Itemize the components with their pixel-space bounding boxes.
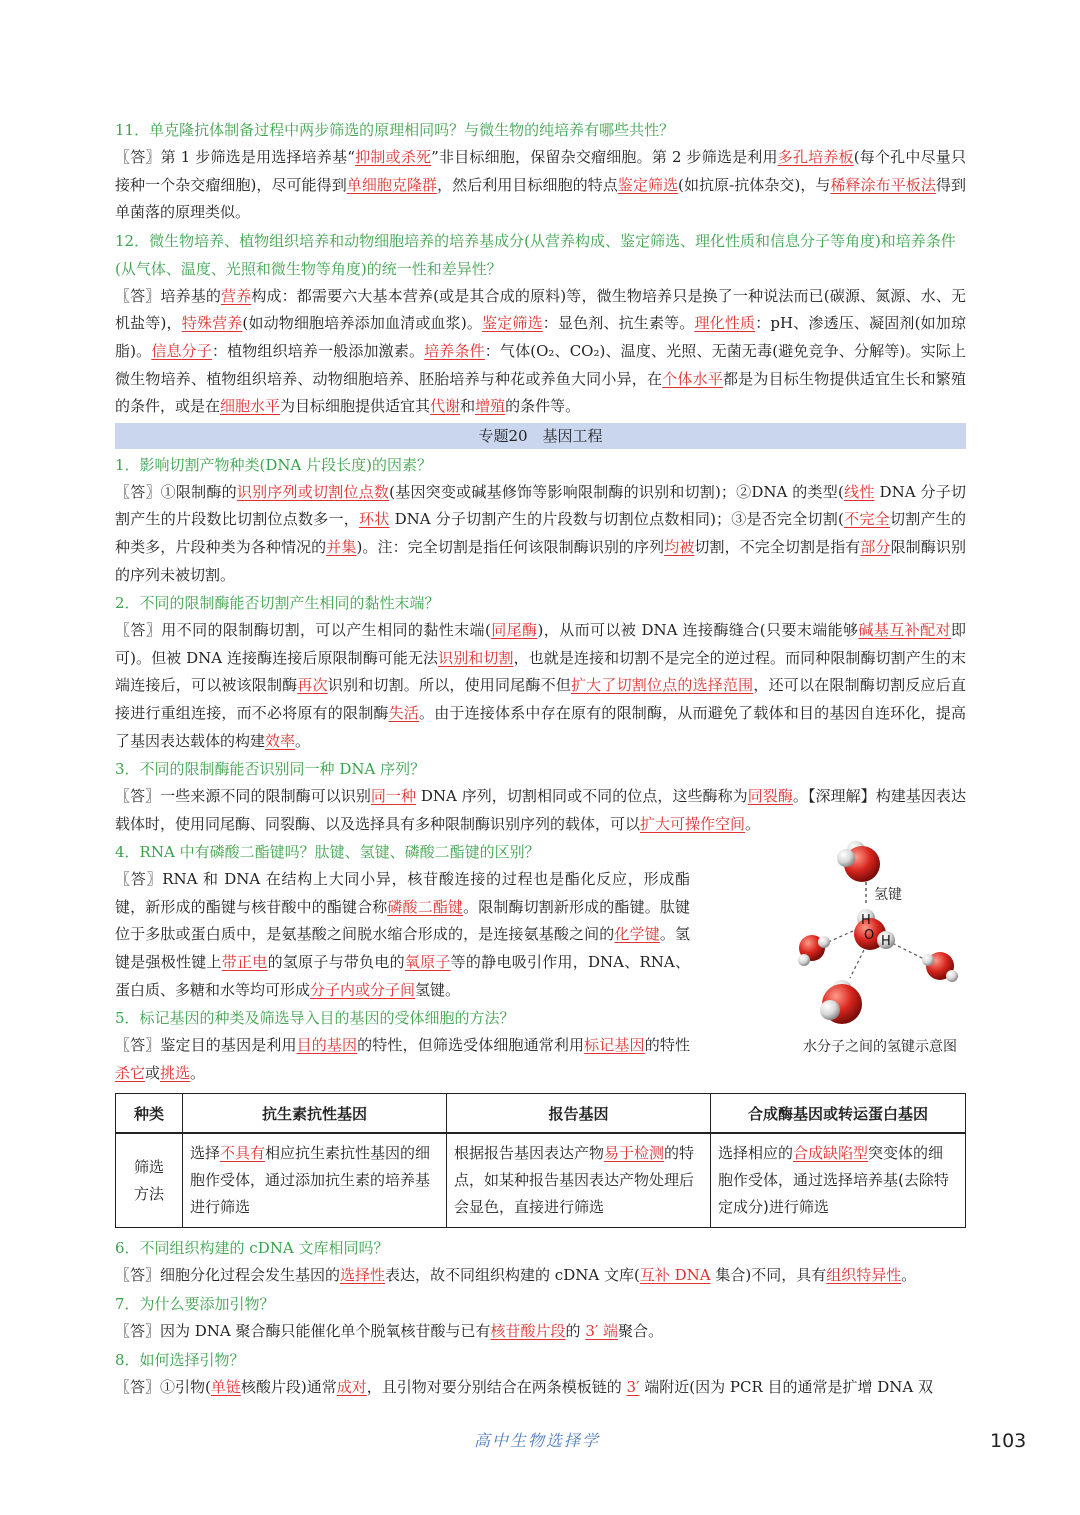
answer-text: 和 <box>460 397 476 416</box>
answer-text: 选择相应的 <box>718 1144 794 1163</box>
answer-text: 切割产生的种类多，片段种类为各种情况的 <box>115 510 966 556</box>
keyword-answer: 碱基互补配对 <box>858 621 951 640</box>
keyword-answer: 单链 <box>210 1377 241 1396</box>
keyword-answer: 化学键 <box>614 925 660 944</box>
keyword-answer: 扩大可操作空间 <box>640 814 746 833</box>
answer-text: ，且引物对要分别结合在两条模板链的 <box>366 1377 627 1396</box>
answer-text: 。氢键是强极性键上 <box>115 925 690 972</box>
answer-text: 。 <box>901 1266 917 1285</box>
answer-text: 的条件等。 <box>505 397 581 416</box>
keyword-answer: 细胞水平 <box>220 397 281 416</box>
keyword-answer: 标记基因 <box>584 1036 645 1055</box>
answer-text: 的 <box>565 1322 586 1341</box>
question-7: 7．为什么要添加引物？ <box>115 1295 275 1314</box>
question-4: 4．RNA 中有磷酸二酯键吗？肽键、氢键、磷酸二酯键的区别？ <box>115 843 540 862</box>
table-row <box>116 1133 966 1228</box>
answer-text: 〖答〗因为 DNA 聚合酶只能催化单个脱氧核苷酸与已有 <box>115 1322 491 1341</box>
answer-text: 都是为目标生物提供适宜生长和繁殖的条件，或是在 <box>115 369 966 416</box>
answer-text: 根据报告基因表达产物 <box>454 1144 605 1163</box>
question-11: 11．单克隆抗体制备过程中两步筛选的原理相同吗？与微生物的纯培养有哪些共性？ <box>115 121 675 139</box>
answer-text: 或 <box>145 1063 161 1082</box>
keyword-answer: 个体水平 <box>662 369 723 388</box>
answer-text: 选择 <box>190 1144 221 1163</box>
question-8: 8．如何选择引物？ <box>115 1350 245 1369</box>
keyword-answer: 同尾酶 <box>490 621 538 640</box>
keyword-answer: 氧原子 <box>404 953 451 972</box>
answer-text: ，然后利用目标细胞的特点 <box>437 175 618 194</box>
keyword-answer: 磷酸二酯键 <box>387 897 464 916</box>
answer-text: ：气体(O₂、CO₂)、温度、光照、无菌无毒(避免竞争、分解等)。实际上微生物培养、植物组织培养、动物细胞培养、胚胎培养与种花或养鱼大同小异，在 <box>115 341 966 388</box>
answer-4 <box>115 866 690 1004</box>
keyword-answer: 目的基因 <box>296 1036 358 1055</box>
keyword-answer: 多孔培养板 <box>777 148 854 166</box>
answer-text: ”非目标细胞，保留杂交瘤细胞。第 2 步筛选是利用 <box>431 148 778 166</box>
keyword-answer: 培养条件 <box>424 341 485 360</box>
question-1: 1．影响切割产物种类(DNA 片段长度)的因素？ <box>115 455 433 474</box>
keyword-answer: 信息分子 <box>151 341 212 360</box>
answer-text: 识别和切割。所以，使用同尾酶不但 <box>327 676 571 695</box>
table-header: 合成酶基因或转运蛋白基因 <box>711 1094 966 1134</box>
keyword-answer: 代谢 <box>430 397 461 416</box>
answer-text: 等的静电吸引作用，DNA、RNA、蛋白质、多糖和水等均可形成 <box>115 953 690 999</box>
answer-text: DNA 序列，切割相同或不同的位点，这些酶称为 <box>416 787 748 806</box>
answer-text: ，还可以在限制酶切割反应后直接进行重组连接，而不必将原有的限制酶 <box>115 676 966 722</box>
answer-8 <box>115 1374 966 1402</box>
table-cell <box>711 1133 966 1228</box>
label-h-top: H <box>861 913 871 929</box>
answer-text: 表达，故不同组织构建的 cDNA 文库( <box>385 1266 640 1285</box>
keyword-answer: 抑制或杀死 <box>354 148 432 166</box>
answer-text: (如抗原-抗体杂交)，与 <box>678 175 831 194</box>
keyword-answer: 再次 <box>297 676 328 695</box>
keyword-answer: 扩大了切割位点的选择范围 <box>570 676 754 695</box>
answer-text: ：植物组织培养一般添加激素。 <box>211 341 425 360</box>
keyword-answer: 不完全 <box>843 510 890 529</box>
keyword-answer: 均被 <box>664 537 695 556</box>
answer-text: DNA 分子切割产生的片段数比切割位点数多一， <box>115 482 966 529</box>
keyword-answer: 核苷酸片段 <box>490 1322 566 1341</box>
keyword-answer: 3′ <box>626 1377 640 1396</box>
answer-7 <box>115 1318 966 1346</box>
answer-text: 的特性，但筛选受体细胞通常利用 <box>357 1036 585 1055</box>
answer-text: 集合)不同，具有 <box>710 1266 827 1285</box>
question-6: 6．不同组织构建的 cDNA 文库相同吗？ <box>115 1239 389 1258</box>
answer-11 <box>115 144 966 227</box>
answer-2 <box>115 617 966 755</box>
keyword-answer: 同一种 <box>370 787 417 806</box>
keyword-answer: 稀释涂布平板法 <box>830 175 936 194</box>
table-header: 报告基因 <box>447 1094 711 1134</box>
answer-3 <box>115 783 966 838</box>
keyword-answer: 环状 <box>359 510 390 529</box>
table-cell <box>447 1133 711 1228</box>
answer-text: 。由于连接体系中存在原有的限制酶，从而避免了载体和目的基因自连环化，提高了基因表达载体的构建 <box>115 703 966 750</box>
answer-text: )。注：完全切割是指任何该限制酶识别的序列 <box>356 537 665 556</box>
keyword-answer: 部分 <box>860 537 891 556</box>
keyword-answer: 单细胞克隆群 <box>346 175 438 194</box>
keyword-answer: 合成缺陷型 <box>793 1144 869 1163</box>
water-molecules-diagram <box>790 838 970 1034</box>
keyword-answer: 营养 <box>221 286 252 305</box>
answer-text: )，从而可以被 DNA 连接酶缝合(只要末端能够 <box>537 621 859 640</box>
answer-text: 的特性 <box>644 1036 690 1055</box>
answer-text: 〖答〗鉴定目的基因是利用 <box>115 1036 297 1055</box>
figure-caption: 水分子之间的氢键示意图 <box>803 1039 957 1056</box>
table-row-key <box>116 1133 183 1228</box>
keyword-answer: 增殖 <box>475 397 506 416</box>
keyword-answer: 识别序列或切割位点数 <box>236 482 390 501</box>
question-2: 2．不同的限制酶能否切割产生相同的黏性末端？ <box>115 594 440 613</box>
keyword-answer: 3′ 端 <box>585 1322 619 1341</box>
answer-text: 聚合。 <box>618 1322 664 1341</box>
keyword-answer: 特殊营养 <box>181 314 243 333</box>
answer-text: 突变体的细胞作受体，通过选择培养基(去除特定成分)进行筛选 <box>718 1144 949 1217</box>
answer-text: 〖答〗用不同的限制酶切割，可以产生相同的黏性末端( <box>115 621 491 640</box>
answer-text: 限制酶识别的序列未被切割。 <box>115 537 966 584</box>
keyword-answer: 互补 DNA <box>639 1266 711 1285</box>
keyword-answer: 选择性 <box>340 1266 386 1285</box>
answer-text: 。限制酶切割新形成的酯键。肽键位于多肽或蛋白质中，是氨基酸之间脱水缩合形成的，是连接氨基酸之间的 <box>115 897 690 944</box>
keyword-answer: 线性 <box>843 482 875 501</box>
answer-text: 核酸片段)通常 <box>240 1377 337 1396</box>
keyword-answer: 不具有 <box>220 1144 266 1163</box>
answer-text: 〖答〗①限制酶的 <box>115 482 237 501</box>
table-header: 抗生素抗性基因 <box>183 1094 447 1134</box>
answer-text: 的特点，如某种报告基因表达产物处理后会显色，直接进行筛选 <box>454 1144 695 1217</box>
label-o: O <box>864 928 875 944</box>
label-h-right: H <box>881 934 891 950</box>
keyword-answer: 理化性质 <box>694 314 756 333</box>
answer-text: 〖答〗第 1 步筛选是用选择培养基“ <box>115 148 355 166</box>
keyword-answer: 组织特异性 <box>826 1266 902 1285</box>
answer-text: ：pH、渗透压、凝固剂(如加琼脂)。 <box>115 314 966 360</box>
page-number: 103 <box>990 1430 1027 1452</box>
answer-text: (如动物细胞培养添加血清或血浆)。 <box>242 314 483 333</box>
answer-text: 。 <box>295 731 311 750</box>
keyword-answer: 失活 <box>388 703 419 722</box>
answer-text: 。【深理解】构建基因表达载体时，使用同尾酶、同裂酶、以及选择具有多种限制酶识别序列的载体，可以 <box>115 787 966 833</box>
answer-text: (每个孔中尽量只接种一个杂交瘤细胞)，尽可能得到 <box>115 148 966 194</box>
keyword-answer: 并集 <box>326 537 357 556</box>
answer-text: 。 <box>745 814 761 833</box>
section-4-with-figure <box>115 838 966 1087</box>
answer-5 <box>115 1032 690 1087</box>
section-header: 专题20 基因工程 <box>115 423 966 449</box>
hydrogen-bond-figure <box>790 838 970 1056</box>
keyword-answer: 易于检测 <box>604 1144 665 1163</box>
answer-text: 〖答〗培养基的 <box>115 286 222 305</box>
keyword-answer: 效率 <box>265 731 296 750</box>
row-key-text: 筛选方法 <box>133 1157 164 1203</box>
answer-text: 〖答〗①引物( <box>115 1377 211 1396</box>
keyword-answer: 挑选 <box>160 1063 191 1082</box>
keyword-answer: 成对 <box>336 1377 367 1396</box>
answer-12 <box>115 283 966 421</box>
answer-text: 构成：都需要六大基本营养(或是其合成的原料)等，微生物培养只是换了一种说法而已(碳源、氮源、水、无机盐等)， <box>115 286 966 333</box>
answer-1 <box>115 479 966 589</box>
hydrogen-bond-label: 氢键 <box>874 887 902 904</box>
answer-text: 相应抗生素抗性基因的细胞作受体，通过添加抗生素的培养基进行筛选 <box>190 1144 431 1217</box>
answer-text: 端附近(因为 PCR 目的通常是扩增 DNA 双 <box>639 1377 934 1396</box>
answer-6 <box>115 1262 966 1290</box>
answer-text: DNA 分子切割产生的片段数与切割位点数相同)；③是否完全切割( <box>389 510 844 529</box>
answer-text: 氢键。 <box>415 980 461 999</box>
answer-text: 。 <box>190 1063 206 1082</box>
answer-text: ：显色剂、抗生素等。 <box>542 314 695 333</box>
footer-brand: 高中生物选择学 <box>474 1431 601 1450</box>
question-5: 5．标记基因的种类及筛选导入目的基因的受体细胞的方法？ <box>115 1009 515 1028</box>
hydrogen-atom <box>837 849 855 867</box>
answer-text: (基因突变或碱基修饰等影响限制酶的识别和切割)；②DNA 的类型( <box>389 482 844 501</box>
table-header: 种类 <box>116 1094 183 1134</box>
keyword-answer: 带正电 <box>221 953 268 972</box>
marker-gene-table <box>115 1093 966 1228</box>
keyword-answer: 杀它 <box>115 1063 146 1082</box>
keyword-answer: 鉴定筛选 <box>482 314 543 333</box>
table-cell <box>183 1133 447 1228</box>
question-3: 3．不同的限制酶能否识别同一种 DNA 序列？ <box>115 760 426 779</box>
answer-text: 〖答〗RNA 和 DNA 在结构上大同小异，核苷酸连接的过程也是酯化反应，形成酯键，新形成的酯键与核苷酸中的酯键合称 <box>115 870 690 916</box>
answer-text: 为目标细胞提供适宜其 <box>280 397 431 416</box>
keyword-answer: 鉴定筛选 <box>617 175 679 194</box>
question-12: 12．微生物培养、植物组织培养和动物细胞培养的培养基成分(从营养构成、鉴定筛选、理化性质和信息分子等角度)和培养条件(从气体、温度、光照和微生物等角度)的统一性和差异性？ <box>115 231 956 278</box>
answer-text: 得到单菌落的原理类似。 <box>115 175 966 222</box>
keyword-answer: 同裂酶 <box>747 787 793 806</box>
page-body <box>115 116 966 1401</box>
answer-text: 切割，不完全切割是指有 <box>694 537 861 556</box>
keyword-answer: 分子内或分子间 <box>310 980 416 999</box>
answer-text: 〖答〗细胞分化过程会发生基因的 <box>115 1266 341 1285</box>
answer-text: 〖答〗一些来源不同的限制酶可以识别 <box>115 787 371 806</box>
answer-text: 的氢原子与带负电的 <box>267 953 405 972</box>
answer-text: 即可)。但被 DNA 连接酶连接后原限制酶可能无法 <box>115 621 966 667</box>
answer-text: ，也就是连接和切割不是完全的逆过程。而同种限制酶切割产生的末端连接后，可以被该限制酶 <box>115 648 966 695</box>
keyword-answer: 识别和切割 <box>438 648 514 667</box>
